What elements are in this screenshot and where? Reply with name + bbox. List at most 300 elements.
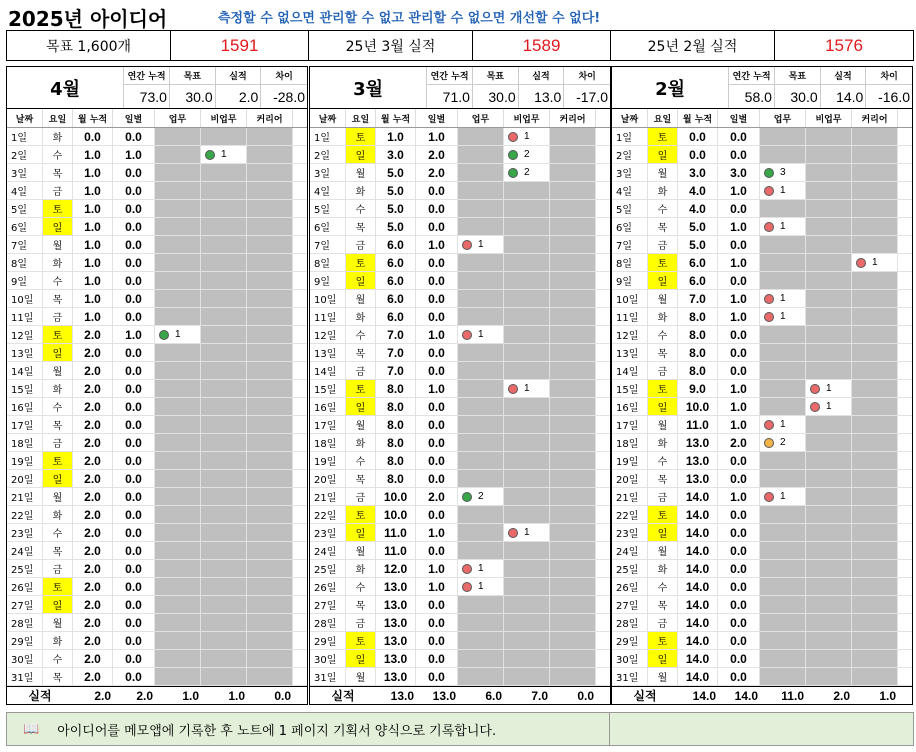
daily-cell: 0.0 xyxy=(416,272,458,289)
table-row xyxy=(310,380,610,398)
empty-cell xyxy=(458,452,504,469)
status-dot-icon xyxy=(508,384,518,394)
cum-cell: 4.0 xyxy=(678,182,718,199)
daily-cell: 0.0 xyxy=(718,452,760,469)
col-header-daily: 일별 xyxy=(113,109,155,127)
cum-cell: 6.0 xyxy=(678,272,718,289)
empty-cell xyxy=(247,182,293,199)
empty-cell xyxy=(504,416,550,433)
daily-cell: 0.0 xyxy=(416,290,458,307)
empty-cell xyxy=(550,272,596,289)
cum-cell: 7.0 xyxy=(376,362,416,379)
feb-value: 1576 xyxy=(825,35,863,55)
dow-cell: 월 xyxy=(648,164,678,181)
empty-cell xyxy=(806,650,852,667)
empty-cell xyxy=(201,434,247,451)
empty-cell xyxy=(504,470,550,487)
table-row xyxy=(612,524,912,542)
month-name: 3월 xyxy=(310,67,427,108)
empty-cell xyxy=(760,254,806,271)
date-cell: 20일 xyxy=(612,470,648,487)
count-cell xyxy=(760,488,806,505)
table-row xyxy=(7,344,307,362)
daily-cell: 0.0 xyxy=(416,200,458,217)
table-row xyxy=(310,596,610,614)
empty-cell xyxy=(504,596,550,613)
table-row xyxy=(7,668,307,686)
header-annual-label: 연간 누적 xyxy=(124,67,169,85)
count-value: 1 xyxy=(780,311,786,322)
dow-cell: 수 xyxy=(346,452,376,469)
table-row xyxy=(310,272,610,290)
empty-cell xyxy=(550,290,596,307)
empty-cell xyxy=(504,182,550,199)
empty-cell xyxy=(201,596,247,613)
daily-cell: 0.0 xyxy=(113,128,155,145)
cum-cell: 13.0 xyxy=(376,596,416,613)
empty-cell xyxy=(550,452,596,469)
date-cell: 13일 xyxy=(7,344,43,361)
dow-cell: 월 xyxy=(346,164,376,181)
march-value: 1589 xyxy=(473,31,611,60)
header-goal-value: 30.0 xyxy=(488,88,516,105)
total-label: 실적 xyxy=(28,689,52,703)
date-cell: 28일 xyxy=(612,614,648,631)
table-row xyxy=(612,668,912,686)
empty-cell xyxy=(550,254,596,271)
cum-cell: 1.0 xyxy=(73,290,113,307)
count-cell xyxy=(201,146,247,163)
cum-cell: 2.0 xyxy=(73,398,113,415)
date-cell: 27일 xyxy=(612,596,648,613)
table-row xyxy=(612,272,912,290)
empty-cell xyxy=(852,344,898,361)
table-row xyxy=(310,506,610,524)
header-actual-value: 2.0 xyxy=(238,88,259,105)
empty-cell xyxy=(201,668,247,685)
dow-cell: 화 xyxy=(648,434,678,451)
daily-cell: 0.0 xyxy=(416,254,458,271)
date-cell: 28일 xyxy=(7,614,43,631)
date-cell: 3일 xyxy=(7,164,43,181)
empty-cell xyxy=(247,668,293,685)
cum-cell: 7.0 xyxy=(376,326,416,343)
daily-cell: 1.0 xyxy=(718,308,760,325)
total-cum: 14.0 xyxy=(692,688,716,703)
empty-cell xyxy=(806,308,852,325)
table-row xyxy=(612,164,912,182)
empty-cell xyxy=(760,146,806,163)
empty-cell xyxy=(550,326,596,343)
dow-cell: 일 xyxy=(648,524,678,541)
goal-value: 1591 xyxy=(171,31,309,60)
total-row xyxy=(612,686,912,704)
empty-cell xyxy=(760,596,806,613)
total-daily: 2.0 xyxy=(136,688,153,703)
total-nonwork: 2.0 xyxy=(833,688,850,703)
dow-cell: 수 xyxy=(43,272,73,289)
table-row xyxy=(310,632,610,650)
col-header-cum: 월 누적 xyxy=(73,109,113,127)
empty-cell xyxy=(155,380,201,397)
cum-cell: 5.0 xyxy=(376,218,416,235)
dow-cell: 토 xyxy=(43,200,73,217)
total-daily: 14.0 xyxy=(734,688,758,703)
col-header-nonwork: 비업무 xyxy=(806,109,852,127)
empty-cell xyxy=(806,596,852,613)
col-header-career: 커리어 xyxy=(852,109,898,127)
table-row xyxy=(310,308,610,326)
count-value: 1 xyxy=(478,239,484,250)
cum-cell: 5.0 xyxy=(678,236,718,253)
date-cell: 25일 xyxy=(7,560,43,577)
empty-cell xyxy=(201,560,247,577)
daily-cell: 0.0 xyxy=(113,398,155,415)
col-header-work: 업무 xyxy=(155,109,201,127)
header-goal-value: 30.0 xyxy=(790,88,818,105)
empty-cell xyxy=(852,362,898,379)
total-label: 실적 xyxy=(633,689,657,703)
cum-cell: 13.0 xyxy=(678,470,718,487)
month-name: 2월 xyxy=(612,67,729,108)
empty-cell xyxy=(852,470,898,487)
daily-cell: 1.0 xyxy=(416,128,458,145)
empty-cell xyxy=(852,596,898,613)
empty-cell xyxy=(155,596,201,613)
table-row xyxy=(612,128,912,146)
dow-cell: 월 xyxy=(346,668,376,685)
empty-cell xyxy=(155,668,201,685)
table-row xyxy=(7,398,307,416)
empty-cell xyxy=(550,470,596,487)
date-cell: 5일 xyxy=(310,200,346,217)
empty-cell xyxy=(550,128,596,145)
empty-cell xyxy=(155,344,201,361)
count-value: 1 xyxy=(872,257,878,268)
cum-cell: 8.0 xyxy=(376,380,416,397)
cum-cell: 14.0 xyxy=(678,542,718,559)
empty-cell xyxy=(852,290,898,307)
date-cell: 10일 xyxy=(7,290,43,307)
table-row xyxy=(612,236,912,254)
daily-cell: 0.0 xyxy=(416,614,458,631)
empty-cell xyxy=(806,542,852,559)
count-value: 1 xyxy=(780,491,786,502)
goal-label: 목표 1,600개 xyxy=(7,31,171,60)
table-row xyxy=(612,344,912,362)
dow-cell: 수 xyxy=(648,452,678,469)
empty-cell xyxy=(201,182,247,199)
table-row xyxy=(310,344,610,362)
daily-cell: 1.0 xyxy=(416,380,458,397)
cum-cell: 1.0 xyxy=(73,200,113,217)
empty-cell xyxy=(201,650,247,667)
empty-cell xyxy=(155,290,201,307)
table-row xyxy=(612,470,912,488)
table-row xyxy=(7,362,307,380)
dow-cell: 금 xyxy=(346,236,376,253)
date-cell: 5일 xyxy=(7,200,43,217)
daily-cell: 1.0 xyxy=(113,326,155,343)
empty-cell xyxy=(155,218,201,235)
table-row xyxy=(310,200,610,218)
cum-cell: 1.0 xyxy=(73,146,113,163)
daily-cell: 0.0 xyxy=(718,362,760,379)
empty-cell xyxy=(550,560,596,577)
date-cell: 5일 xyxy=(612,200,648,217)
table-row xyxy=(612,506,912,524)
status-dot-icon xyxy=(462,330,472,340)
status-dot-icon xyxy=(764,312,774,322)
status-dot-icon xyxy=(764,294,774,304)
empty-cell xyxy=(155,632,201,649)
col-header-career: 커리어 xyxy=(247,109,293,127)
dow-cell: 수 xyxy=(43,650,73,667)
table-row xyxy=(310,452,610,470)
table-row xyxy=(7,488,307,506)
date-cell: 17일 xyxy=(310,416,346,433)
dow-cell: 토 xyxy=(346,380,376,397)
count-value: 2 xyxy=(780,437,786,448)
date-cell: 10일 xyxy=(310,290,346,307)
status-dot-icon xyxy=(764,438,774,448)
dow-cell: 목 xyxy=(648,470,678,487)
count-cell xyxy=(458,326,504,343)
status-dot-icon xyxy=(764,168,774,178)
header-actual-label: 실적 xyxy=(821,67,866,85)
empty-cell xyxy=(852,488,898,505)
dow-cell: 일 xyxy=(346,650,376,667)
header-annual-value: 58.0 xyxy=(744,88,772,105)
table-row xyxy=(612,362,912,380)
daily-cell: 0.0 xyxy=(718,596,760,613)
date-cell: 17일 xyxy=(612,416,648,433)
cum-cell: 14.0 xyxy=(678,506,718,523)
empty-cell xyxy=(155,488,201,505)
daily-cell: 0.0 xyxy=(113,614,155,631)
count-value: 1 xyxy=(780,419,786,430)
empty-cell xyxy=(550,380,596,397)
table-row xyxy=(7,614,307,632)
dow-cell: 일 xyxy=(648,272,678,289)
cum-cell: 2.0 xyxy=(73,470,113,487)
daily-cell: 0.0 xyxy=(718,128,760,145)
date-cell: 26일 xyxy=(612,578,648,595)
empty-cell xyxy=(806,362,852,379)
empty-cell xyxy=(201,416,247,433)
cum-cell: 2.0 xyxy=(73,524,113,541)
date-cell: 14일 xyxy=(612,362,648,379)
cum-cell: 1.0 xyxy=(73,218,113,235)
dow-cell: 목 xyxy=(43,164,73,181)
table-row xyxy=(7,254,307,272)
date-cell: 9일 xyxy=(310,272,346,289)
empty-cell xyxy=(806,326,852,343)
daily-cell: 0.0 xyxy=(718,560,760,577)
daily-cell: 0.0 xyxy=(416,452,458,469)
empty-cell xyxy=(155,614,201,631)
daily-cell: 0.0 xyxy=(113,488,155,505)
date-cell: 31일 xyxy=(310,668,346,685)
cum-cell: 5.0 xyxy=(376,182,416,199)
table-row xyxy=(612,290,912,308)
dow-cell: 일 xyxy=(43,596,73,613)
dow-cell: 토 xyxy=(648,128,678,145)
header-diff-value: -16.0 xyxy=(878,88,911,105)
empty-cell xyxy=(550,506,596,523)
cum-cell: 8.0 xyxy=(678,362,718,379)
empty-cell xyxy=(247,308,293,325)
status-dot-icon xyxy=(462,582,472,592)
daily-cell: 0.0 xyxy=(113,650,155,667)
total-row xyxy=(7,686,307,704)
empty-cell xyxy=(247,326,293,343)
daily-cell: 2.0 xyxy=(416,488,458,505)
cum-cell: 13.0 xyxy=(376,632,416,649)
empty-cell xyxy=(155,236,201,253)
table-row xyxy=(7,434,307,452)
header-goal-value: 30.0 xyxy=(185,88,213,105)
daily-cell: 0.0 xyxy=(113,434,155,451)
empty-cell xyxy=(247,236,293,253)
empty-cell xyxy=(247,452,293,469)
table-row xyxy=(310,650,610,668)
count-value: 1 xyxy=(780,293,786,304)
date-cell: 14일 xyxy=(7,362,43,379)
status-dot-icon xyxy=(810,402,820,412)
empty-cell xyxy=(760,560,806,577)
daily-cell: 0.0 xyxy=(718,344,760,361)
header-diff-value: -28.0 xyxy=(273,88,306,105)
dow-cell: 화 xyxy=(648,560,678,577)
dow-cell: 토 xyxy=(648,380,678,397)
date-cell: 12일 xyxy=(310,326,346,343)
col-header-work: 업무 xyxy=(760,109,806,127)
dow-cell: 일 xyxy=(346,524,376,541)
date-cell: 11일 xyxy=(7,308,43,325)
daily-cell: 1.0 xyxy=(718,254,760,271)
dow-cell: 화 xyxy=(648,182,678,199)
dow-cell: 토 xyxy=(43,578,73,595)
empty-cell xyxy=(504,506,550,523)
table-row xyxy=(310,542,610,560)
date-cell: 29일 xyxy=(310,632,346,649)
header-diff-label: 차이 xyxy=(866,67,912,85)
empty-cell xyxy=(550,236,596,253)
empty-cell xyxy=(852,128,898,145)
daily-cell: 0.0 xyxy=(718,200,760,217)
cum-cell: 2.0 xyxy=(73,452,113,469)
cum-cell: 8.0 xyxy=(376,470,416,487)
daily-cell: 1.0 xyxy=(718,488,760,505)
table-row xyxy=(310,470,610,488)
footer-note xyxy=(6,712,914,746)
dow-cell: 화 xyxy=(43,632,73,649)
count-cell xyxy=(852,254,898,271)
empty-cell xyxy=(458,632,504,649)
daily-cell: 0.0 xyxy=(113,416,155,433)
empty-cell xyxy=(504,650,550,667)
dow-cell: 수 xyxy=(648,200,678,217)
cum-cell: 0.0 xyxy=(73,128,113,145)
empty-cell xyxy=(155,200,201,217)
daily-cell: 0.0 xyxy=(113,200,155,217)
date-cell: 18일 xyxy=(7,434,43,451)
cum-cell: 13.0 xyxy=(376,668,416,685)
table-row xyxy=(7,272,307,290)
date-cell: 11일 xyxy=(612,308,648,325)
empty-cell xyxy=(760,344,806,361)
daily-cell: 0.0 xyxy=(416,506,458,523)
empty-cell xyxy=(201,614,247,631)
date-cell: 12일 xyxy=(7,326,43,343)
empty-cell xyxy=(852,614,898,631)
daily-cell: 0.0 xyxy=(416,416,458,433)
count-cell xyxy=(504,164,550,181)
date-cell: 4일 xyxy=(7,182,43,199)
dow-cell: 목 xyxy=(43,668,73,685)
empty-cell xyxy=(504,362,550,379)
date-cell: 16일 xyxy=(310,398,346,415)
dow-cell: 토 xyxy=(43,326,73,343)
date-cell: 8일 xyxy=(7,254,43,271)
daily-cell: 0.0 xyxy=(113,272,155,289)
feb-label: 25년 2월 실적 xyxy=(611,31,775,60)
dow-cell: 월 xyxy=(346,290,376,307)
empty-cell xyxy=(201,380,247,397)
empty-cell xyxy=(550,362,596,379)
dow-cell: 토 xyxy=(43,452,73,469)
daily-cell: 0.0 xyxy=(113,470,155,487)
cum-cell: 13.0 xyxy=(678,452,718,469)
table-row xyxy=(310,488,610,506)
empty-cell xyxy=(201,542,247,559)
empty-cell xyxy=(504,632,550,649)
empty-cell xyxy=(201,164,247,181)
empty-cell xyxy=(806,146,852,163)
empty-cell xyxy=(247,542,293,559)
date-cell: 6일 xyxy=(310,218,346,235)
daily-cell: 0.0 xyxy=(113,596,155,613)
table-row xyxy=(612,182,912,200)
cum-cell: 2.0 xyxy=(73,596,113,613)
date-cell: 1일 xyxy=(612,128,648,145)
header-annual-value: 73.0 xyxy=(139,88,167,105)
table-row xyxy=(310,128,610,146)
empty-cell xyxy=(155,254,201,271)
status-dot-icon xyxy=(462,564,472,574)
status-dot-icon xyxy=(856,258,866,268)
daily-cell: 0.0 xyxy=(416,308,458,325)
dow-cell: 수 xyxy=(648,578,678,595)
date-cell: 19일 xyxy=(7,452,43,469)
dow-cell: 수 xyxy=(43,398,73,415)
empty-cell xyxy=(504,326,550,343)
daily-cell: 0.0 xyxy=(718,236,760,253)
empty-cell xyxy=(806,560,852,577)
empty-cell xyxy=(806,218,852,235)
dow-cell: 월 xyxy=(648,668,678,685)
daily-cell: 0.0 xyxy=(718,578,760,595)
empty-cell xyxy=(247,362,293,379)
count-value: 1 xyxy=(826,383,832,394)
empty-cell xyxy=(760,452,806,469)
empty-cell xyxy=(760,578,806,595)
empty-cell xyxy=(806,182,852,199)
table-row xyxy=(7,380,307,398)
dow-cell: 토 xyxy=(346,506,376,523)
date-cell: 9일 xyxy=(7,272,43,289)
